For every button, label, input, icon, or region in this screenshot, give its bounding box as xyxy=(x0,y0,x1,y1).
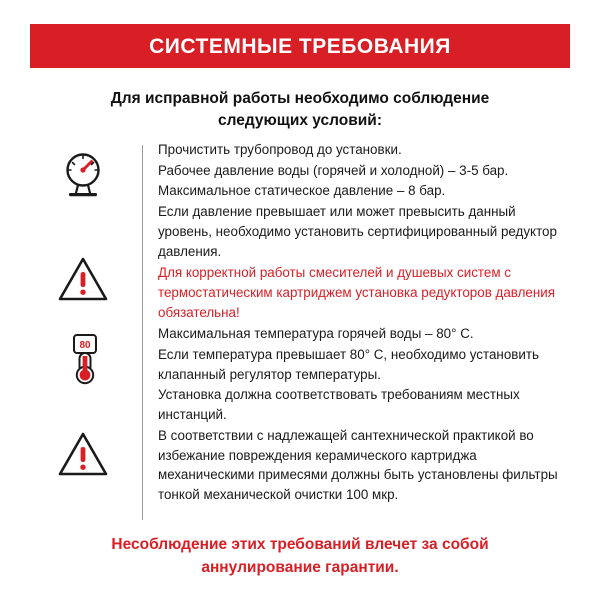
requirement-item: Если давление превышает или может превысить данный уровень, необходимо установить сертифицированный редуктор давления. xyxy=(158,204,557,259)
requirement-item: Установка должна соответствовать требованиям местных инстанций. xyxy=(158,387,520,423)
vertical-divider xyxy=(142,145,143,520)
footer-line-2: аннулирование гарантии. xyxy=(201,559,399,577)
warning-triangle-icon xyxy=(56,253,110,307)
icon-column xyxy=(30,140,142,525)
subtitle-line-2: следующих условий: xyxy=(217,112,382,130)
warning-triangle-icon xyxy=(56,428,110,482)
requirement-item: В соответствии с надлежащей сантехнической практикой во избежание повреждения керамического картриджа механическими примесями должны быть установлены фильтры тонкой механической очистки 100 мкр. xyxy=(158,427,558,502)
thermometer-icon xyxy=(58,332,112,386)
subtitle-line-1: Для исправной работы необходимо соблюдение xyxy=(110,90,490,107)
requirements-content xyxy=(30,140,570,525)
subtitle xyxy=(55,88,545,133)
requirements-text-column xyxy=(158,140,570,506)
requirement-item: Рабочее давление воды (горячей и холодной) – 3-5 бар. xyxy=(158,162,509,178)
page-title: СИСТЕМНЫЕ ТРЕБОВАНИЯ xyxy=(149,34,451,58)
requirement-item: Прочистить трубопровод до установки. xyxy=(158,142,402,157)
requirement-item: Максимальное статическое давление – 8 бар. xyxy=(158,183,446,199)
requirement-item-highlight: Для корректной работы смесителей и душевых систем с термостатическим картриджем установка редукторов давления обязательна! xyxy=(158,265,555,320)
requirement-item: Если температура превышает 80° С, необходимо установить клапанный регулятор температуры. xyxy=(158,347,539,382)
pressure-gauge-icon xyxy=(56,148,110,202)
footer-warning xyxy=(50,533,550,580)
header-banner xyxy=(30,24,570,68)
requirement-item: Максимальная температура горячей воды – 80° С. xyxy=(158,326,474,342)
footer-line-1: Несоблюдение этих требований влечет за собой xyxy=(111,536,489,553)
svg-text:80: 80 xyxy=(79,340,91,351)
